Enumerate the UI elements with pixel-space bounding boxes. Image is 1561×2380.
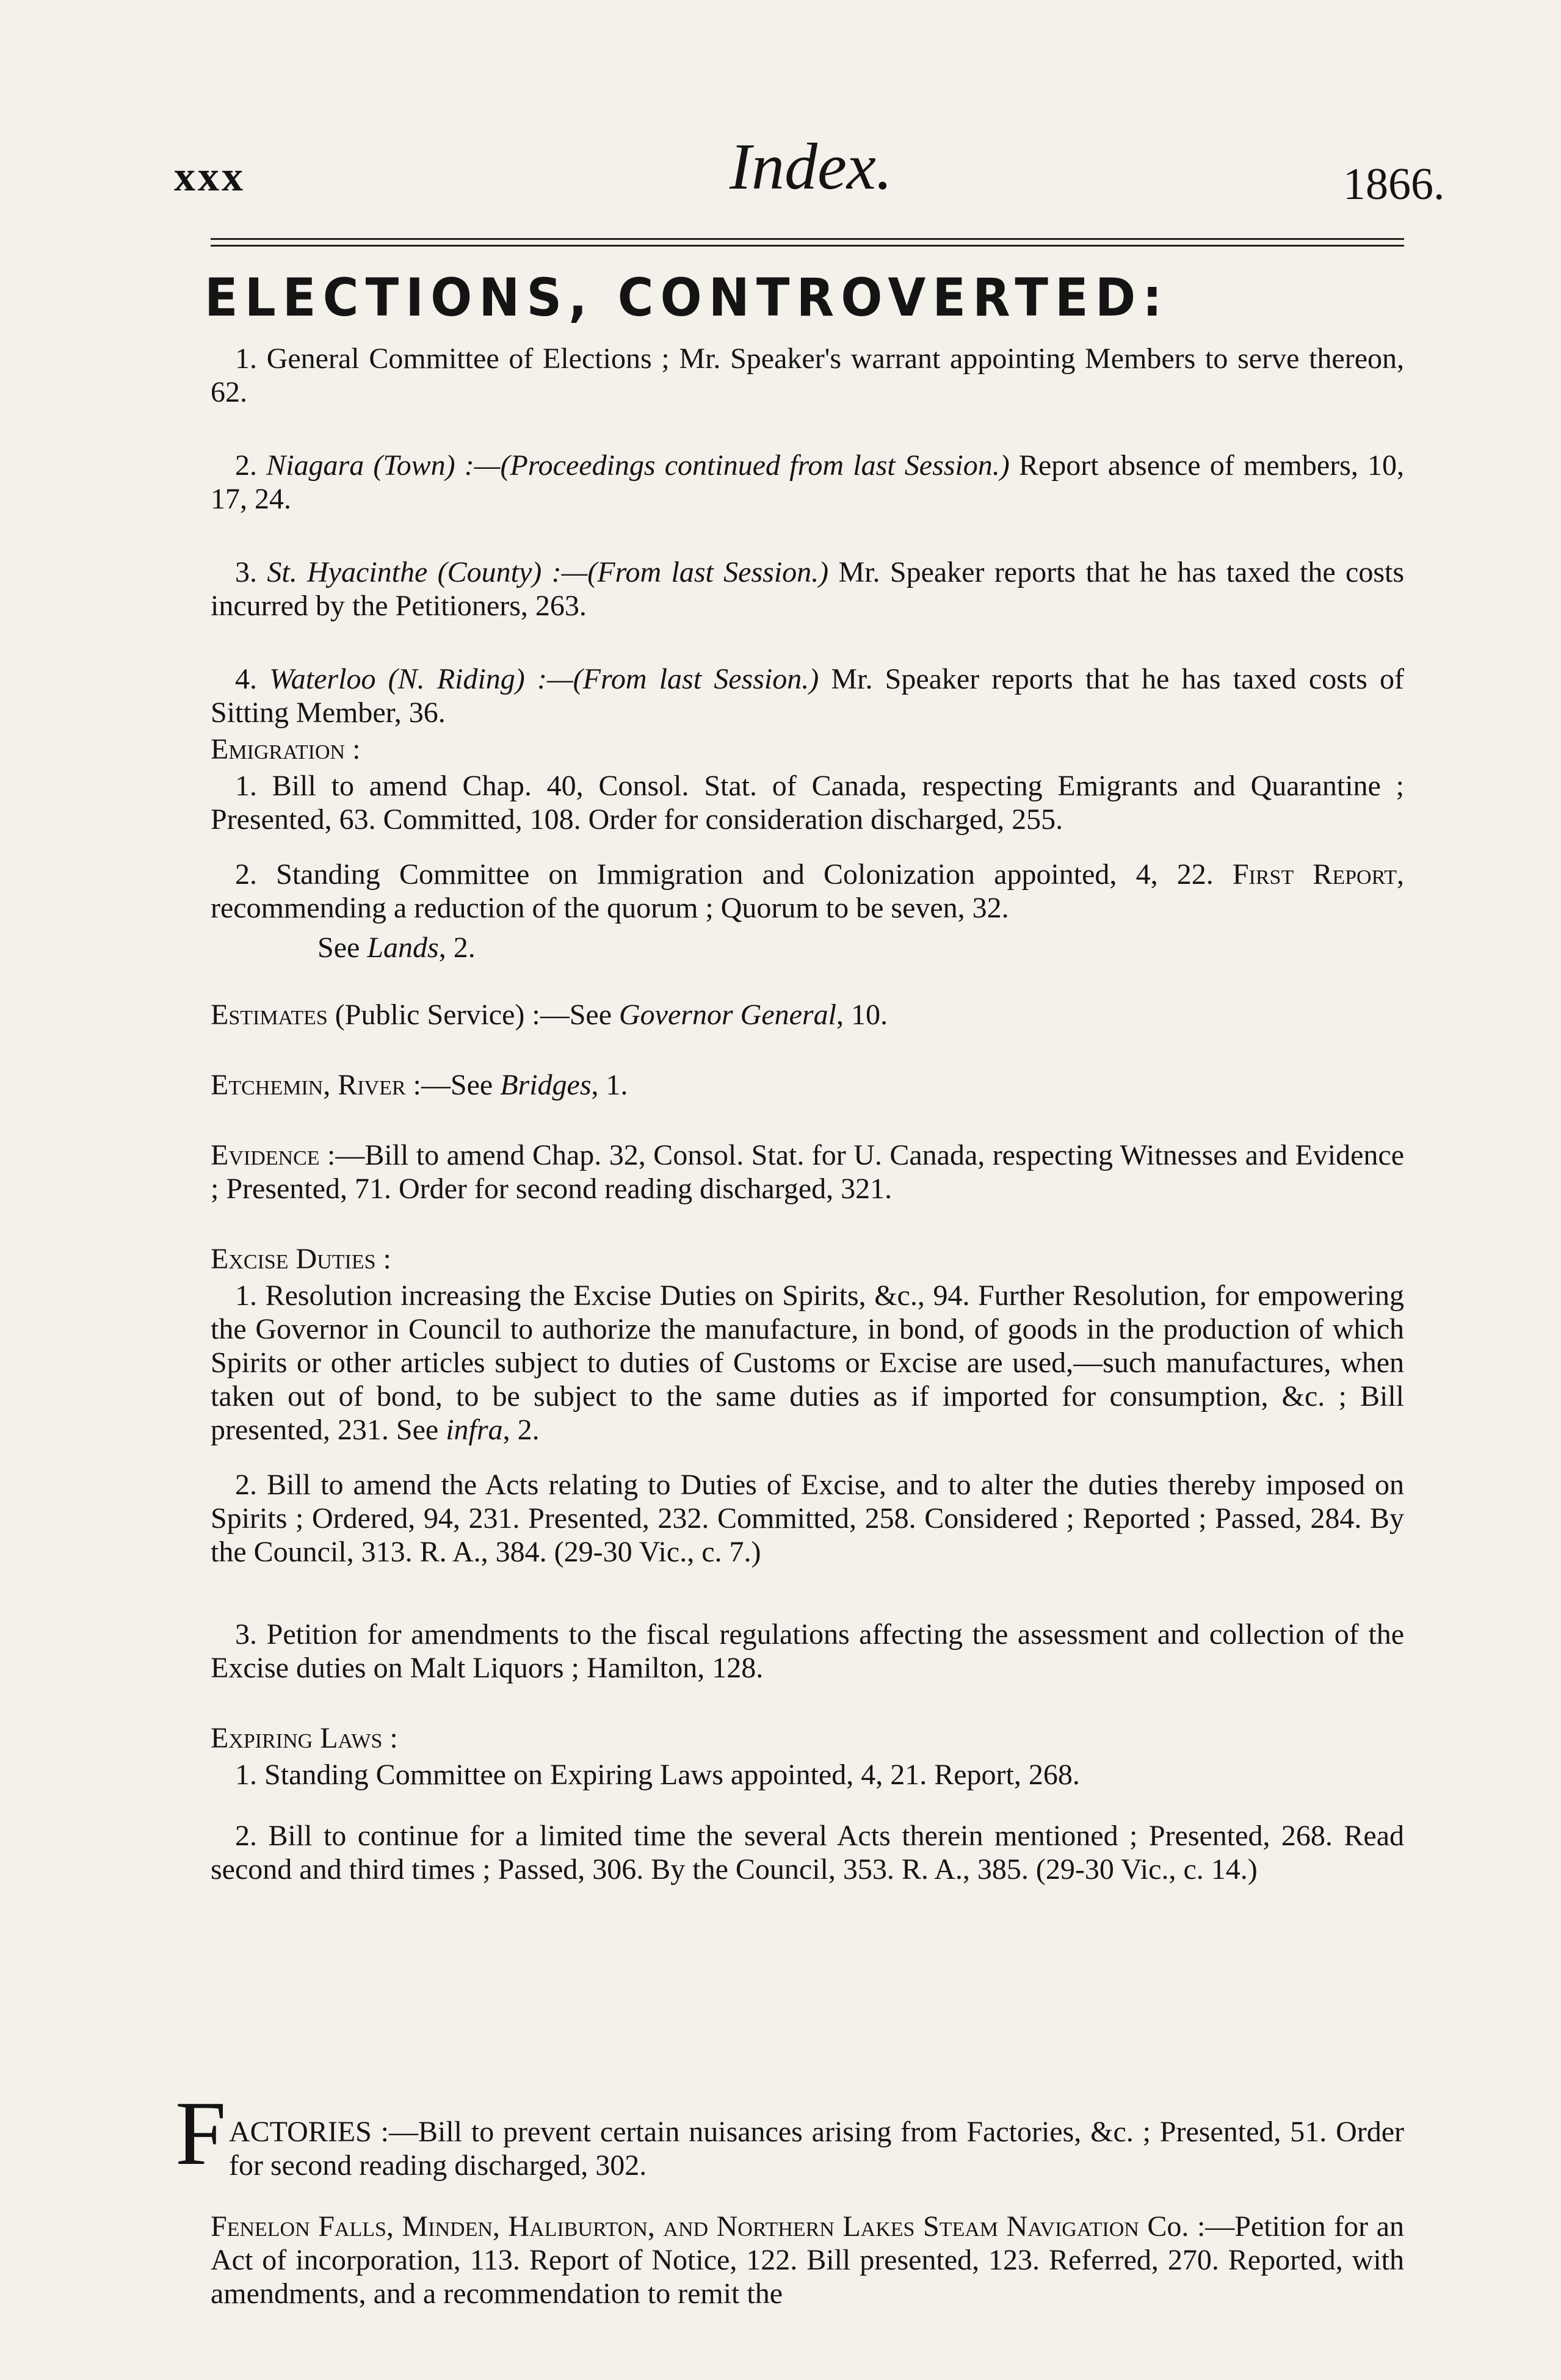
excise-entry-2	[211, 1468, 1404, 1569]
expiring-entry-1-text: 1. Standing Committee on Expiring Laws appointed, 4, 21. Report, 268.	[235, 1759, 1080, 1791]
elections-entry-2	[211, 449, 1404, 516]
entry-text: Mr. Speaker reports that he has taxed the costs incurred by the Petitioners, 263.	[211, 556, 1405, 622]
topic-fenelon	[211, 2210, 1404, 2310]
topic-text: :—Bill to amend Chap. 32, Consol. Stat. for U. Canada, respecting Witnesses and Evidence ; Presented, 71. Order for second reading discharged, 321.	[211, 1139, 1404, 1205]
emigration-entry-2	[211, 858, 1404, 925]
topic-head: ACTORIES	[229, 2116, 372, 2148]
drop-cap-f: F	[175, 2083, 226, 2184]
topic-estimates	[211, 998, 1404, 1032]
entry-number: 4.	[235, 663, 270, 695]
topic-ref: Bridges	[500, 1069, 592, 1101]
topic-text: Co. :—Petition for an Act of incorporation, 113. Report of Notice, 122. Bill presented, 123. Referred, 270. Reported, with amendments, and a recommendation to remit the	[211, 2210, 1405, 2310]
entry-text: , 2.	[502, 1414, 540, 1446]
excise-entry-1	[211, 1279, 1404, 1447]
expiring-entry-2-text: 2. Bill to continue for a limited time the several Acts therein mentioned ; Presented, 268. Read second and third times ; Passed, 306. By the Council, 353. R. A., 385. (29-30 Vic., c. 14.)	[211, 1820, 1404, 1886]
header-rule-bottom	[211, 245, 1404, 247]
topic-text: :—See	[405, 1069, 501, 1101]
see-num: , 2.	[438, 931, 476, 964]
topic-factories	[229, 2115, 1404, 2182]
entry-number: 3.	[235, 556, 267, 588]
header-rule-top	[211, 238, 1404, 240]
topic-num: , 10.	[836, 999, 888, 1031]
see-ref: Lands	[367, 931, 439, 964]
topic-head: Evidence	[211, 1139, 320, 1171]
emigration-entry-1-text: 1. Bill to amend Chap. 40, Consol. Stat. of Canada, respecting Emigrants and Quarantine ; Presented, 63. Committed, 108. Order for consideration discharged, 255.	[211, 770, 1404, 836]
topic-num: , 1.	[591, 1069, 628, 1101]
excise-entry-3	[211, 1618, 1404, 1685]
elections-entry-4	[211, 662, 1404, 729]
topic-etchemin	[211, 1068, 1404, 1102]
expiring-entry-1	[211, 1758, 1404, 1792]
topic-evidence	[211, 1138, 1404, 1206]
topic-heading-expiring: Expiring Laws :	[211, 1722, 398, 1754]
excise-entry-3-text: 3. Petition for amendments to the fiscal regulations affecting the assessment and collection of the Excise duties on Malt Liquors ; Hamilton, 128.	[211, 1618, 1404, 1684]
entry-text: 1. Resolution increasing the Excise Duties on Spirits, &c., 94. Further Resolution, for empowering the Governor in Council to authorize the manufacture, in bond, of goods in the production of which Spirits or other articles subject to duties of Customs or Excise are used,—such manufactures, when taken out of bond, to be subject to the same duties as if imported for consumption, &c. ; Bill presented, 231. See	[211, 1279, 1404, 1446]
elections-entry-1	[211, 342, 1404, 409]
entry-italic: infra	[446, 1414, 503, 1446]
topic-head: Etchemin, River	[211, 1069, 406, 1101]
topic-ref: Governor General	[619, 999, 836, 1031]
entry-text: Report absence of members, 10, 17, 24.	[211, 449, 1405, 515]
topic-heading-emigration: Emigration :	[211, 733, 361, 765]
page-number-roman: xxx	[174, 153, 245, 200]
topic-head: Estimates	[211, 999, 328, 1031]
emigration-see-also	[317, 931, 1404, 964]
entry-smallcaps: First Report	[1232, 858, 1397, 891]
topic-text: (Public Service) :—See	[327, 999, 620, 1031]
entry-number: 2.	[235, 449, 267, 482]
entry-text: Mr. Speaker reports that he has taxed costs of Sitting Member, 36.	[211, 663, 1405, 729]
excise-entry-2-text: 2. Bill to amend the Acts relating to Duties of Excise, and to alter the duties thereby imposed on Spirits ; Ordered, 94, 231. Presented, 232. Committed, 258. Considered ; Reported ; Passed, 284. By the Council, 313. R. A., 384. (29-30 Vic., c. 7.)	[211, 1469, 1404, 1568]
year-label: 1866.	[1343, 159, 1445, 209]
elections-entry-3	[211, 555, 1404, 623]
entry-italic: St. Hyacinthe (County) :—(From last Session.)	[267, 556, 829, 588]
topic-heading-excise: Excise Duties :	[211, 1243, 391, 1275]
entry-italic: Waterloo (N. Riding) :—(From last Session.)	[269, 663, 819, 695]
elections-entry-1-text: 1. General Committee of Elections ; Mr. Speaker's warrant appointing Members to serve thereon, 62.	[211, 342, 1404, 408]
see-label: See	[317, 931, 368, 964]
emigration-entry-1	[211, 769, 1404, 836]
topic-text: :—Bill to prevent certain nuisances arising from Factories, &c. ; Presented, 51. Order for second reading discharged, 302.	[229, 2116, 1404, 2182]
entry-text: , recommending a reduction of the quorum ; Quorum to be seven, 32.	[211, 858, 1405, 924]
topic-head: Fenelon Falls, Minden, Haliburton, and Northern Lakes Steam Navigation	[211, 2210, 1139, 2243]
entry-text: 2. Standing Committee on Immigration and Colonization appointed, 4, 22.	[235, 858, 1233, 891]
section-heading-elections: ELECTIONS, CONTROVERTED:	[205, 267, 1169, 328]
entry-italic: Niagara (Town) :—(Proceedings continued from last Session.)	[266, 449, 1010, 482]
expiring-entry-2	[211, 1819, 1404, 1886]
running-title: Index.	[730, 131, 893, 203]
